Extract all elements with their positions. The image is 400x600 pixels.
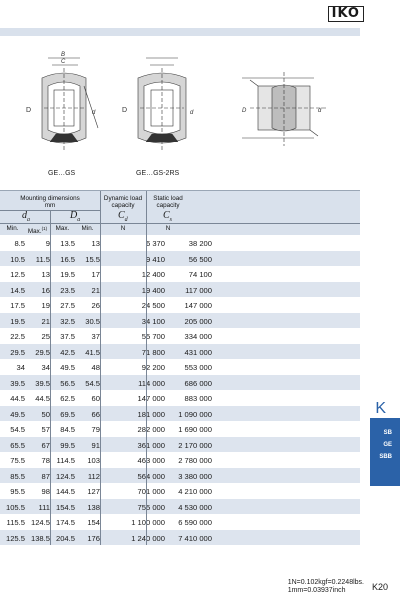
header-min: Min. (6, 225, 19, 232)
table-cell: 71 800 (141, 347, 165, 357)
table-cell: 431 000 (184, 347, 212, 357)
table-cell: 13.5 (60, 239, 75, 248)
table-cell: 21 (41, 316, 50, 326)
svg-text:d: d (318, 108, 322, 114)
table-row (0, 468, 360, 484)
table-row (0, 313, 360, 329)
header-vline-3 (146, 191, 147, 235)
table-row (0, 406, 360, 422)
table-cell: 41.5 (85, 347, 100, 357)
table-cell: 92 200 (141, 363, 165, 372)
header-Cs: $C_s$ (163, 210, 173, 223)
table-row (0, 375, 360, 391)
table-cell: 66 (91, 409, 100, 419)
header-vline-2 (100, 191, 101, 235)
column-divider (100, 235, 101, 545)
table-cell: 111 (38, 502, 50, 512)
table-cell: 124.5 (55, 471, 75, 481)
table-cell: 463 000 (137, 456, 165, 465)
table-cell: 39.5 (35, 378, 50, 388)
table-cell: 1 690 000 (178, 425, 212, 434)
table-cell: 553 000 (184, 363, 212, 372)
table-row (0, 530, 360, 546)
table-cell: 125.5 (5, 533, 25, 543)
table-cell: 12.5 (10, 270, 25, 279)
table-row (0, 266, 360, 282)
table-cell: 27.5 (60, 301, 75, 310)
header-unit-n2: N (165, 225, 171, 232)
header-band (0, 28, 360, 36)
table-cell: 154.5 (55, 502, 75, 512)
table-cell: 50 (41, 409, 50, 419)
table-cell: 7 410 000 (178, 533, 212, 543)
page-number: K20 (371, 582, 388, 592)
drawing-mounting (242, 72, 326, 146)
table-cell: 9 410 (145, 254, 165, 264)
table-cell: 19 (41, 301, 50, 310)
header-divider-2 (0, 223, 360, 224)
table-cell: 883 000 (184, 394, 212, 403)
table-cell: 16 (41, 285, 50, 295)
table-cell: 174.5 (55, 518, 75, 527)
table-cell: 8.5 (14, 239, 25, 248)
table-cell: 39.5 (10, 378, 25, 388)
header-Cd: $C_d$ (118, 210, 128, 223)
column-divider (50, 235, 51, 545)
table-cell: 6 370 (145, 239, 165, 248)
table-cell: 361 000 (137, 440, 165, 450)
section-code-sbb: SBB (379, 454, 392, 460)
table-row (0, 235, 360, 251)
table-cell: 17.5 (10, 301, 25, 310)
table-row (0, 251, 360, 267)
table-row (0, 297, 360, 313)
section-code-ge: GE (383, 442, 392, 448)
table-cell: 98 (41, 487, 50, 496)
table-cell: 10.5 (10, 254, 25, 264)
table-cell: 38 200 (188, 239, 212, 248)
table-cell: 114 000 (138, 378, 165, 388)
table-row (0, 483, 360, 499)
column-divider (146, 235, 147, 545)
table-cell: 19.5 (60, 270, 75, 279)
table-cell: 44.5 (10, 394, 25, 403)
section-tab (370, 418, 400, 486)
footnote-line2: 1mm=0.03937inch (287, 587, 346, 594)
table-cell: 138.5 (30, 533, 50, 543)
table-cell: 87 (41, 471, 50, 481)
table-cell: 112 (87, 471, 100, 481)
table-cell: 755 000 (137, 502, 165, 512)
table-cell: 60 (91, 394, 100, 403)
table-cell: 154 (87, 518, 100, 527)
table-cell: 2 170 000 (178, 440, 212, 450)
table-cell: 1 240 000 (131, 533, 165, 543)
bearing-drawings (14, 38, 360, 184)
svg-text:C: C (61, 59, 66, 65)
table-cell: 57 (41, 425, 50, 434)
header-static: Static load (153, 195, 183, 202)
table-cell: 9 (45, 239, 50, 248)
table-cell: 2 780 000 (178, 456, 212, 465)
table-cell: 282 000 (137, 425, 165, 434)
table-cell: 78 (41, 456, 50, 465)
table-cell: 127 (87, 487, 100, 496)
table-cell: 37 (91, 332, 100, 341)
table-cell: 95.5 (10, 487, 25, 496)
table-cell: 26 (91, 301, 100, 310)
table-cell: 124.5 (30, 518, 50, 527)
unit-footnote (288, 579, 364, 595)
table-cell: 24 500 (141, 301, 165, 310)
table-cell: 55 700 (141, 332, 165, 341)
table-cell: 564 000 (137, 471, 165, 481)
iko-logo: IKO (328, 6, 364, 22)
table-cell: 67 (41, 440, 50, 450)
svg-text:B: B (61, 52, 66, 58)
table-cell: 13 (91, 239, 100, 248)
table-cell: 69.5 (60, 409, 75, 419)
table-cell: 147 000 (137, 394, 165, 403)
load-capacity-table (0, 190, 360, 545)
header-mm: mm (44, 202, 56, 209)
table-cell: 147 000 (184, 301, 212, 310)
svg-text:D: D (26, 107, 32, 114)
table-cell: 15.5 (85, 254, 100, 264)
table-cell: 11.5 (35, 254, 50, 264)
table-cell: 32.5 (60, 316, 75, 326)
table-cell: 29.5 (35, 347, 50, 357)
svg-text:D: D (242, 108, 247, 114)
table-cell: 115.5 (6, 518, 25, 527)
table-cell: 176 (87, 533, 100, 543)
svg-text:d: d (92, 110, 96, 116)
table-cell: 30.5 (85, 316, 100, 326)
table-cell: 181 000 (137, 409, 165, 419)
table-cell: 14.5 (10, 285, 25, 295)
table-cell: 25 (41, 332, 50, 341)
table-row (0, 421, 360, 437)
table-cell: 23.5 (60, 285, 75, 295)
table-cell: 65.5 (10, 440, 25, 450)
table-row (0, 499, 360, 515)
header-da: $d_a$ (22, 210, 30, 223)
table-cell: 42.5 (60, 347, 75, 357)
header-mounting: Mounting dimensions (20, 195, 80, 202)
table-cell: 91 (91, 440, 100, 450)
table-cell: 21 (91, 285, 100, 295)
table-cell: 49.5 (60, 363, 75, 372)
table-cell: 138 (87, 502, 100, 512)
header-dynamic-capacity: capacity (111, 202, 135, 209)
table-cell: 701 000 (137, 487, 165, 496)
table-cell: 99.5 (60, 440, 75, 450)
header-Da: $D_a$ (70, 210, 81, 223)
table-cell: 114.5 (56, 456, 75, 465)
table-row (0, 282, 360, 298)
header-dynamic: Dynamic load (103, 195, 143, 202)
table-row (0, 452, 360, 468)
drawing-svg (14, 38, 360, 184)
header-max: Max.$^{(1)}$ (27, 226, 48, 236)
table-cell: 56 500 (188, 254, 212, 264)
table-cell: 4 530 000 (178, 502, 212, 512)
section-letter: K (375, 400, 386, 417)
table-cell: 62.5 (60, 394, 75, 403)
table-row (0, 514, 360, 530)
table-body (0, 235, 360, 545)
table-cell: 334 000 (184, 332, 212, 341)
table-cell: 19 400 (141, 285, 165, 295)
header-static-capacity: capacity (156, 202, 180, 209)
table-cell: 79 (91, 425, 100, 434)
table-cell: 54.5 (10, 425, 25, 434)
table-cell: 54.5 (85, 378, 100, 388)
table-row (0, 359, 360, 375)
header-unit-n1: N (120, 225, 126, 232)
table-row (0, 344, 360, 360)
table-row (0, 390, 360, 406)
table-cell: 144.5 (55, 487, 75, 496)
drawing-ge-gs (26, 52, 98, 150)
table-cell: 3 380 000 (178, 471, 212, 481)
table-cell: 686 000 (184, 378, 212, 388)
table-cell: 117 000 (185, 285, 212, 295)
table-cell: 84.5 (60, 425, 75, 434)
table-row (0, 328, 360, 344)
table-cell: 74 100 (188, 270, 212, 279)
table-cell: 16.5 (60, 254, 75, 264)
table-cell: 4 210 000 (178, 487, 212, 496)
table-cell: 34 (41, 363, 50, 372)
table-cell: 1 100 000 (131, 518, 165, 527)
table-cell: 44.5 (35, 394, 50, 403)
table-cell: 75.5 (10, 456, 25, 465)
table-cell: 34 100 (141, 316, 165, 326)
table-cell: 1 090 000 (178, 409, 212, 419)
table-header (0, 190, 360, 235)
table-cell: 105.5 (5, 502, 25, 512)
header-min2: Min. (81, 225, 94, 232)
drawing-ge-gs-2rs (122, 58, 194, 150)
caption-ge-gs: GE…GS (48, 170, 76, 177)
table-cell: 17 (91, 270, 100, 279)
caption-ge-gs-2rs: GE…GS-2RS (136, 170, 180, 177)
section-code-sb: SB (383, 430, 392, 436)
table-cell: 103 (87, 456, 100, 465)
svg-text:d: d (190, 110, 194, 116)
table-cell: 22.5 (10, 332, 25, 341)
table-cell: 29.5 (10, 347, 25, 357)
table-row (0, 437, 360, 453)
table-cell: 34 (16, 363, 25, 372)
table-cell: 19.5 (10, 316, 25, 326)
table-cell: 204.5 (55, 533, 75, 543)
table-cell: 6 590 000 (178, 518, 212, 527)
table-cell: 12 400 (141, 270, 165, 279)
table-cell: 48 (91, 363, 100, 372)
footnote-line1: 1N=0.102kgf=0.2248lbs. (287, 579, 364, 586)
table-cell: 13 (41, 270, 50, 279)
table-cell: 49.5 (10, 409, 25, 419)
table-cell: 37.5 (60, 332, 75, 341)
table-cell: 85.5 (10, 471, 25, 481)
table-cell: 205 000 (184, 316, 212, 326)
table-cell: 56.5 (60, 378, 75, 388)
header-max2: Max. (55, 225, 70, 232)
svg-text:D: D (122, 107, 128, 114)
